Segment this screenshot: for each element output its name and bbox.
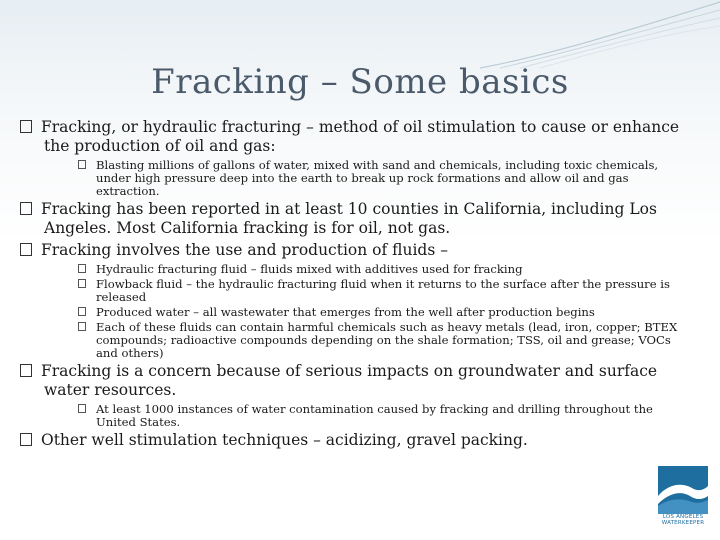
checkbox-bullet-icon xyxy=(78,322,86,331)
sub-bullet-item xyxy=(20,306,680,319)
bullet-text: Fracking is a concern because of serious impacts on groundwater and surface water resources. xyxy=(41,362,658,399)
sub-bullet-text: Each of these fluids can contain harmful chemicals such as heavy metals (lead, iron, copper; BTEX compounds; radioactive compounds depending on the shale formation; TSS, oil and grease; VOCs and others) xyxy=(96,320,678,360)
bullet-item xyxy=(20,431,680,450)
checkbox-bullet-icon xyxy=(20,120,32,133)
bullet-text: Other well stimulation techniques – acidizing, gravel packing. xyxy=(41,431,528,449)
sub-bullet-item xyxy=(20,403,680,429)
checkbox-bullet-icon xyxy=(20,202,32,215)
sub-bullet-item xyxy=(20,263,680,276)
checkbox-bullet-icon xyxy=(78,307,86,316)
sub-bullet-text: Hydraulic fracturing fluid – fluids mixed with additives used for fracking xyxy=(96,262,523,276)
bullet-item xyxy=(20,118,680,156)
sub-bullet-item xyxy=(20,321,680,360)
bullet-text: Fracking, or hydraulic fracturing – method of oil stimulation to cause or enhance the production of oil and gas: xyxy=(41,118,680,155)
slide-title: Fracking – Some basics xyxy=(151,62,569,102)
sub-bullet-text: Produced water – all wastewater that emerges from the well after production begins xyxy=(96,305,595,319)
bullet-item xyxy=(20,241,680,260)
bullet-text: Fracking involves the use and production of fluids – xyxy=(41,241,448,259)
bullet-item xyxy=(20,200,680,238)
decorative-swoosh xyxy=(460,0,720,70)
sub-bullet-text: Blasting millions of gallons of water, mixed with sand and chemicals, including toxic chemicals, under high pressure deep into the earth to break up rock formations and allow oil and gas extraction. xyxy=(96,158,659,198)
checkbox-bullet-icon xyxy=(78,264,86,273)
slide-content xyxy=(20,118,680,453)
checkbox-bullet-icon xyxy=(78,160,86,169)
waterkeeper-logo xyxy=(658,466,708,528)
checkbox-bullet-icon xyxy=(78,279,86,288)
checkbox-bullet-icon xyxy=(20,433,32,446)
wave-icon xyxy=(658,466,708,514)
sub-bullet-item xyxy=(20,278,680,304)
logo-text-line1: LOS ANGELES xyxy=(662,514,704,520)
logo-text-line2: WATERKEEPER xyxy=(661,520,705,526)
bullet-text: Fracking has been reported in at least 10 counties in California, including Los Angeles. Most California fracking is for oil, not gas. xyxy=(41,200,657,237)
checkbox-bullet-icon xyxy=(20,243,32,256)
checkbox-bullet-icon xyxy=(78,404,86,413)
checkbox-bullet-icon xyxy=(20,364,32,377)
sub-bullet-text: At least 1000 instances of water contamination caused by fracking and drilling throughout the United States. xyxy=(96,402,653,429)
sub-bullet-text: Flowback fluid – the hydraulic fracturing fluid when it returns to the surface after the pressure is released xyxy=(96,277,670,304)
sub-bullet-item xyxy=(20,159,680,198)
bullet-item xyxy=(20,362,680,400)
